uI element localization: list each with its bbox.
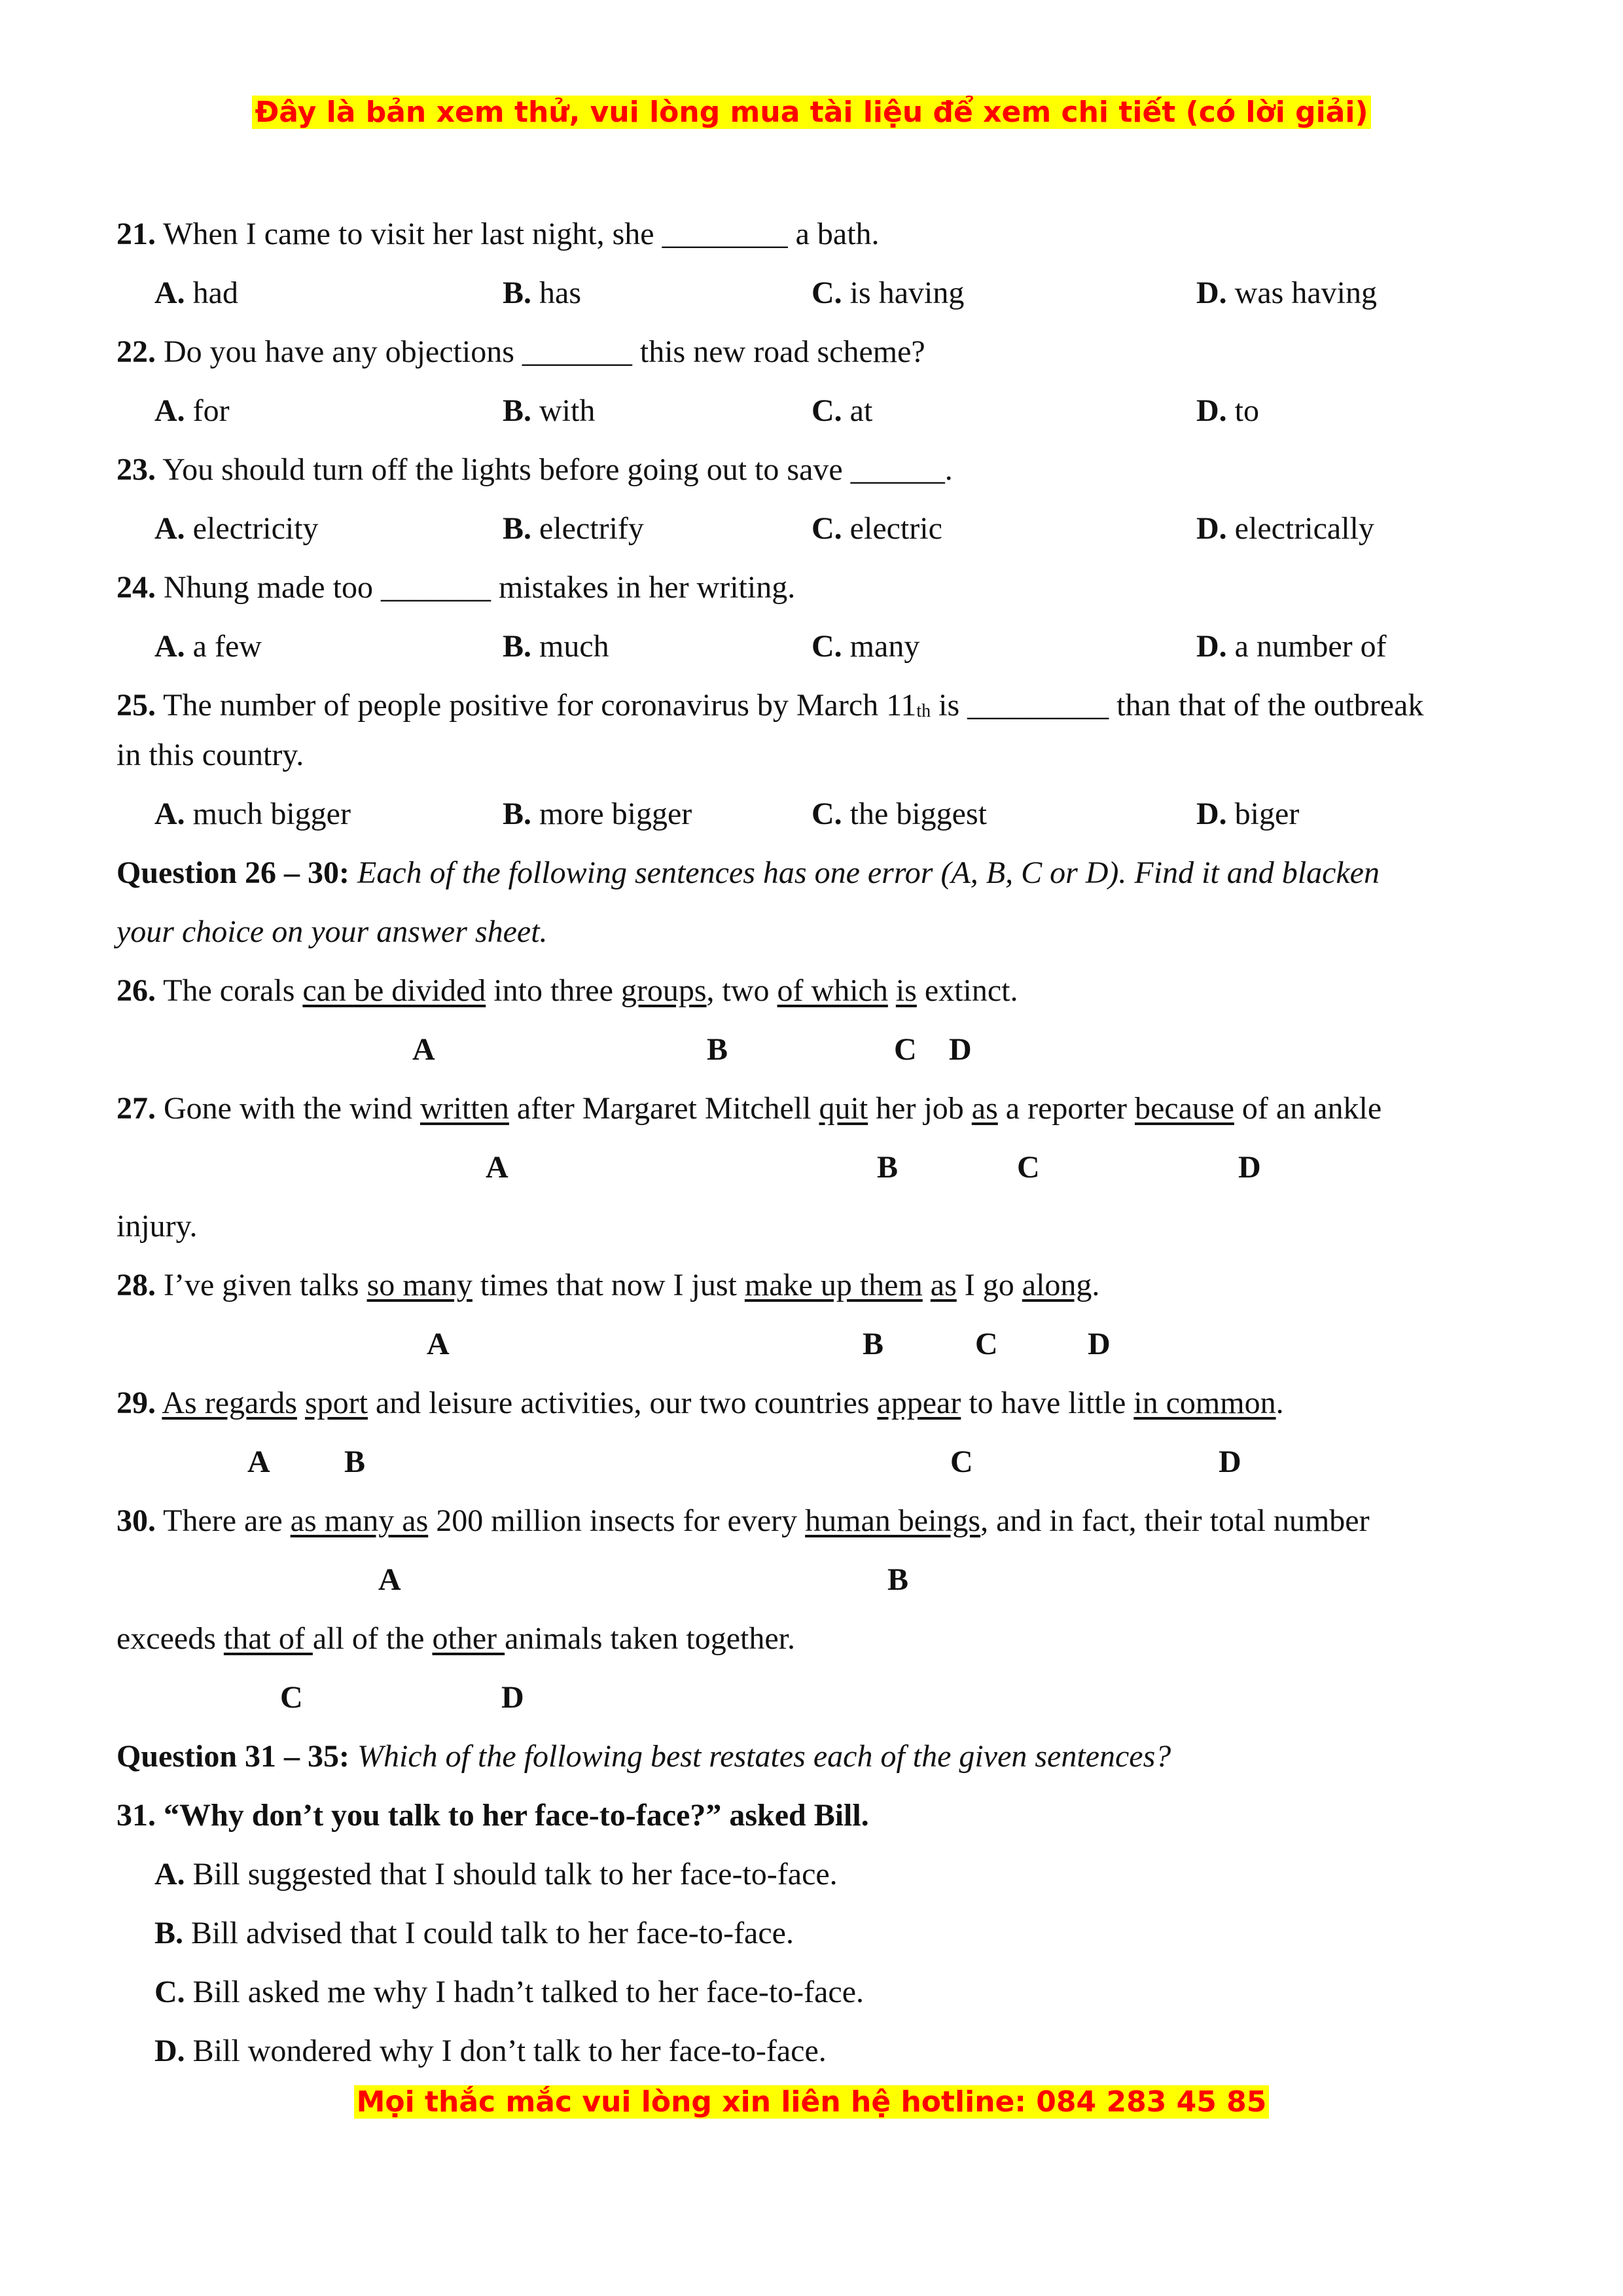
q28-label-b: B [863, 1327, 884, 1361]
q30-label-d: D [501, 1680, 524, 1715]
section-26-30-heading-line2: your choice on your answer sheet. [116, 914, 548, 949]
q24-option-b: B. much [503, 629, 609, 664]
q25-option-d: D. biger [1196, 797, 1300, 831]
q27-label-a: A [486, 1150, 508, 1185]
question-22: 22. Do you have any objections _______ this new road scheme? [116, 334, 925, 369]
q30-label-c: C [280, 1680, 303, 1715]
q28-label-c: C [975, 1327, 998, 1361]
question-26: 26. The corals can be divided into three groups, two of which is extinct. [116, 973, 1018, 1008]
q25-option-b: B. more bigger [503, 797, 692, 831]
q26-label-d: D [949, 1032, 972, 1067]
q27-label-d: D [1238, 1150, 1261, 1185]
q29-label-a: A [247, 1444, 270, 1479]
question-27: 27. Gone with the wind written after Margaret Mitchell quit her job as a reporter because of an ankle [116, 1091, 1382, 1126]
q31-option-b: B. Bill advised that I could talk to her face-to-face. [154, 1916, 794, 1950]
question-30: 30. There are as many as 200 million insects for every human beings, and in fact, their total number [116, 1503, 1370, 1538]
question-25-line2: in this country. [116, 738, 304, 772]
q24-option-d: D. a number of [1196, 629, 1387, 664]
question-21: 21. When I came to visit her last night, she ________ a bath. [116, 217, 880, 251]
section-26-30-heading: Question 26 – 30: Each of the following sentences has one error (A, B, C or D). Find it and blacken [116, 855, 1380, 890]
q27-label-b: B [877, 1150, 899, 1185]
q23-option-d: D. electrically [1196, 511, 1374, 546]
q31-option-a: A. Bill suggested that I should talk to her face-to-face. [154, 1857, 838, 1892]
q31-option-c: C. Bill asked me why I hadn’t talked to her face-to-face. [154, 1975, 865, 2009]
question-27-line2: injury. [116, 1209, 198, 1244]
q22-option-b: B. with [503, 393, 596, 428]
q24-option-c: C. many [812, 629, 920, 664]
q27-label-c: C [1017, 1150, 1040, 1185]
q29-label-c: C [950, 1444, 973, 1479]
q28-label-d: D [1088, 1327, 1111, 1361]
q29-label-d: D [1219, 1444, 1241, 1479]
q28-label-a: A [427, 1327, 450, 1361]
q21-option-c: C. is having [812, 276, 965, 310]
q26-label-b: B [707, 1032, 728, 1067]
q25-option-a: A. much bigger [154, 797, 351, 831]
q21-option-d: D. was having [1196, 276, 1377, 310]
preview-banner: Đây là bản xem thử, vui lòng mua tài liệu để xem chi tiết (có lời giải) [0, 96, 1623, 129]
section-31-35-heading: Question 31 – 35: Which of the following best restates each of the given sentences? [116, 1739, 1171, 1774]
question-30-line2: exceeds that of all of the other animals taken together. [116, 1621, 795, 1656]
q24-option-a: A. a few [154, 629, 262, 664]
question-24: 24. Nhung made too _______ mistakes in her writing. [116, 570, 796, 605]
q25-option-c: C. the biggest [812, 797, 987, 831]
q23-option-c: C. electric [812, 511, 942, 546]
hotline-banner: Mọi thắc mắc vui lòng xin liên hệ hotline: 084 283 45 85 [0, 2085, 1623, 2119]
q29-label-b: B [344, 1444, 366, 1479]
q26-label-a: A [412, 1032, 435, 1067]
question-31: 31. “Why don’t you talk to her face-to-face?” asked Bill. [116, 1798, 869, 1833]
q22-option-c: C. at [812, 393, 873, 428]
question-23: 23. You should turn off the lights before going out to save ______. [116, 452, 953, 487]
q23-option-b: B. electrify [503, 511, 644, 546]
q22-option-a: A. for [154, 393, 230, 428]
q31-option-d: D. Bill wondered why I don’t talk to her face-to-face. [154, 2034, 827, 2068]
q21-option-b: B. has [503, 276, 581, 310]
question-29: 29. As regards sport and leisure activities, our two countries appear to have little in common. [116, 1386, 1284, 1420]
question-28: 28. I’ve given talks so many times that now I just make up them as I go along. [116, 1268, 1100, 1302]
q23-option-a: A. electricity [154, 511, 319, 546]
q30-label-b: B [887, 1562, 909, 1597]
question-25: 25. The number of people positive for coronavirus by March $11_{th}$ is _________ than that of the outbreak [116, 688, 1424, 723]
q21-option-a: A. had [154, 276, 238, 310]
q26-label-c: C [894, 1032, 917, 1067]
q30-label-a: A [378, 1562, 401, 1597]
q22-option-d: D. to [1196, 393, 1260, 428]
